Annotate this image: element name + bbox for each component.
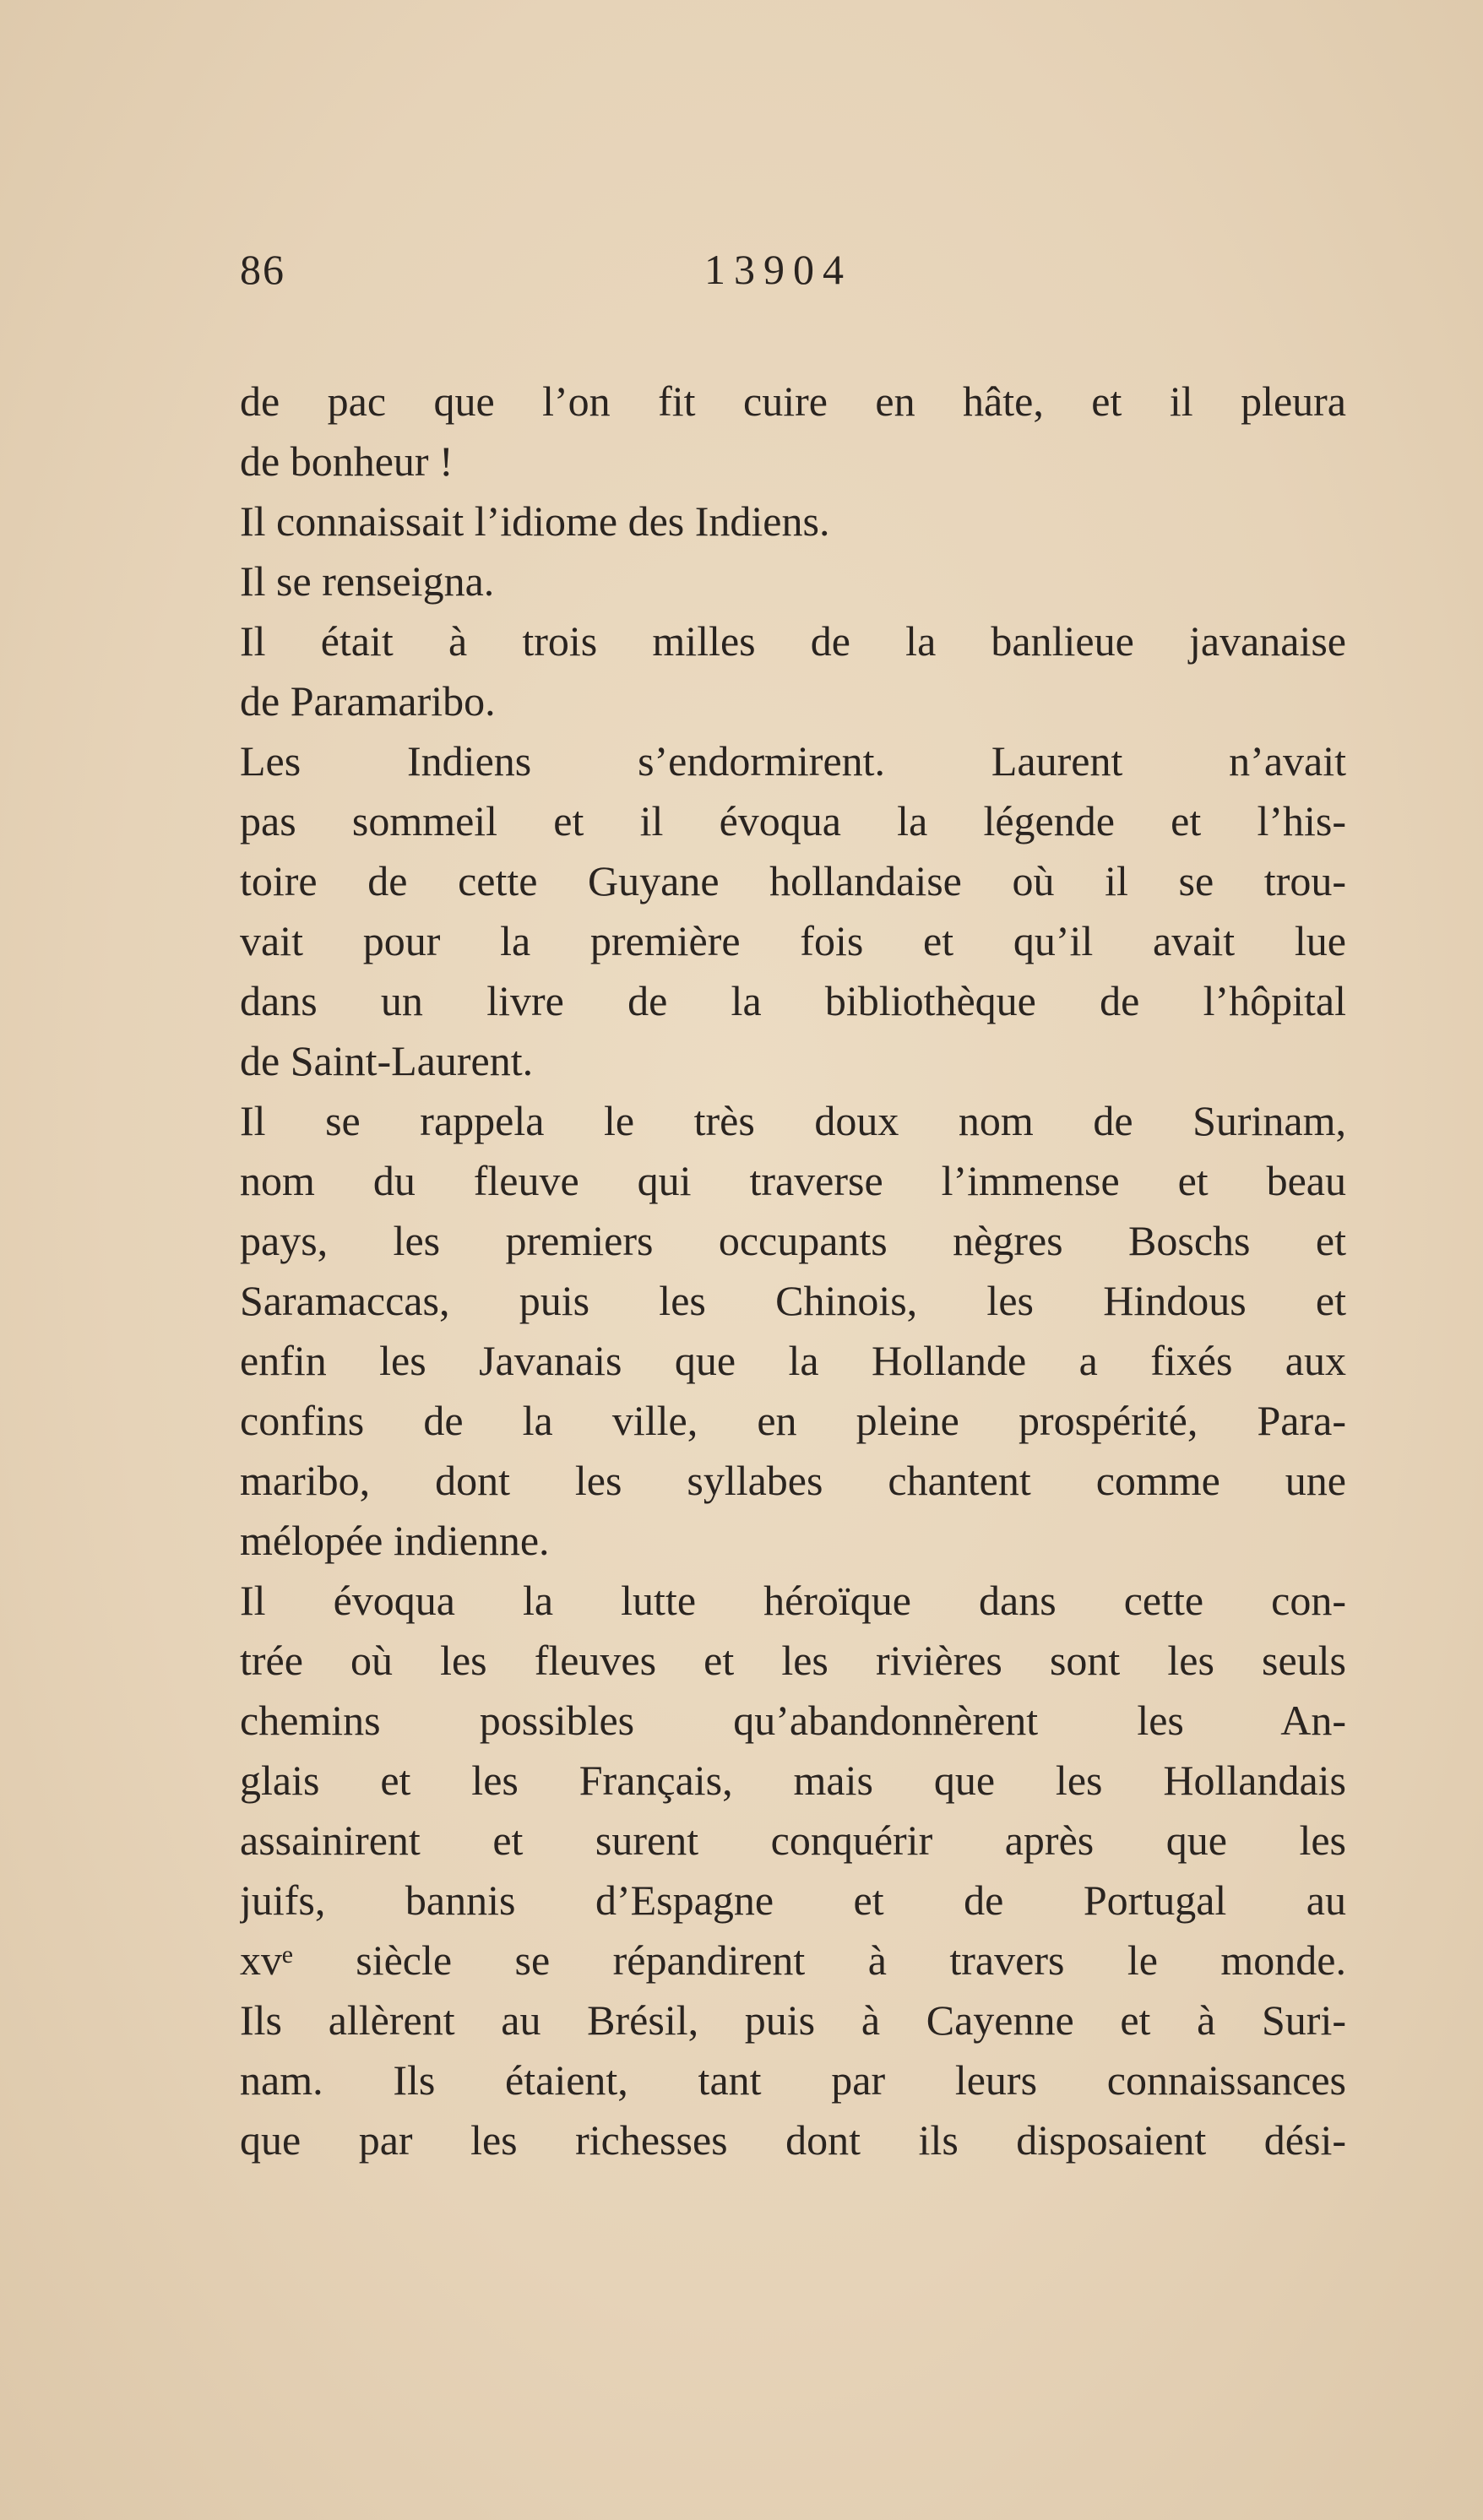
text-line: Il était à trois milles de la banlieue javanaise — [240, 617, 1346, 665]
text-line: Il connaissait l’idiome des Indiens. — [240, 497, 830, 545]
text-line: que par les richesses dont ils disposaient dési- — [240, 2116, 1346, 2164]
text-line: Les Indiens s’endormirent. Laurent n’avait — [240, 737, 1346, 785]
text-line: de Paramaribo. — [240, 677, 496, 725]
text-line: de pac que l’on fit cuire en hâte, et il pleura — [240, 377, 1346, 425]
text-line: glais et les Français, mais que les Hollandais — [240, 1757, 1346, 1804]
text-line: nom du fleuve qui traverse l’immense et beau — [240, 1157, 1346, 1204]
text-line: de bonheur ! — [240, 437, 454, 485]
page-header — [240, 245, 1346, 304]
text-line: confins de la ville, en pleine prospérité, Para- — [240, 1397, 1346, 1444]
text-line: enfin les Javanais que la Hollande a fixés aux — [240, 1337, 1346, 1384]
text-line: nam. Ils étaient, tant par leurs connaissances — [240, 2056, 1346, 2104]
text-line: xvᵉ siècle se répandirent à travers le monde. — [240, 1936, 1346, 1984]
text-line: Il évoqua la lutte héroïque dans cette con- — [240, 1577, 1346, 1624]
text-line: Ils allèrent au Brésil, puis à Cayenne et à Suri- — [240, 1996, 1346, 2044]
body-text — [240, 372, 1346, 2170]
running-title: 13904 — [704, 246, 852, 293]
text-line: mélopée indienne. — [240, 1517, 550, 1564]
text-line: de Saint-Laurent. — [240, 1037, 534, 1084]
page-number: 86 — [240, 246, 285, 293]
text-line: dans un livre de la bibliothèque de l’hôpital — [240, 977, 1346, 1024]
text-line: pas sommeil et il évoqua la légende et l’his- — [240, 797, 1346, 845]
text-line: Saramaccas, puis les Chinois, les Hindous et — [240, 1277, 1346, 1324]
text-line: chemins possibles qu’abandonnèrent les An- — [240, 1697, 1346, 1744]
text-line: juifs, bannis d’Espagne et de Portugal au — [240, 1876, 1346, 1924]
text-line: Il se renseigna. — [240, 557, 495, 605]
text-line: assainirent et surent conquérir après que les — [240, 1817, 1346, 1864]
text-line: vait pour la première fois et qu’il avait lue — [240, 917, 1346, 964]
text-line: Il se rappela le très doux nom de Surinam, — [240, 1097, 1346, 1144]
text-line: maribo, dont les syllabes chantent comme une — [240, 1457, 1346, 1504]
text-line: trée où les fleuves et les rivières sont les seuls — [240, 1637, 1346, 1684]
text-line: toire de cette Guyane hollandaise où il se trou- — [240, 857, 1346, 904]
text-line: pays, les premiers occupants nègres Boschs et — [240, 1217, 1346, 1264]
